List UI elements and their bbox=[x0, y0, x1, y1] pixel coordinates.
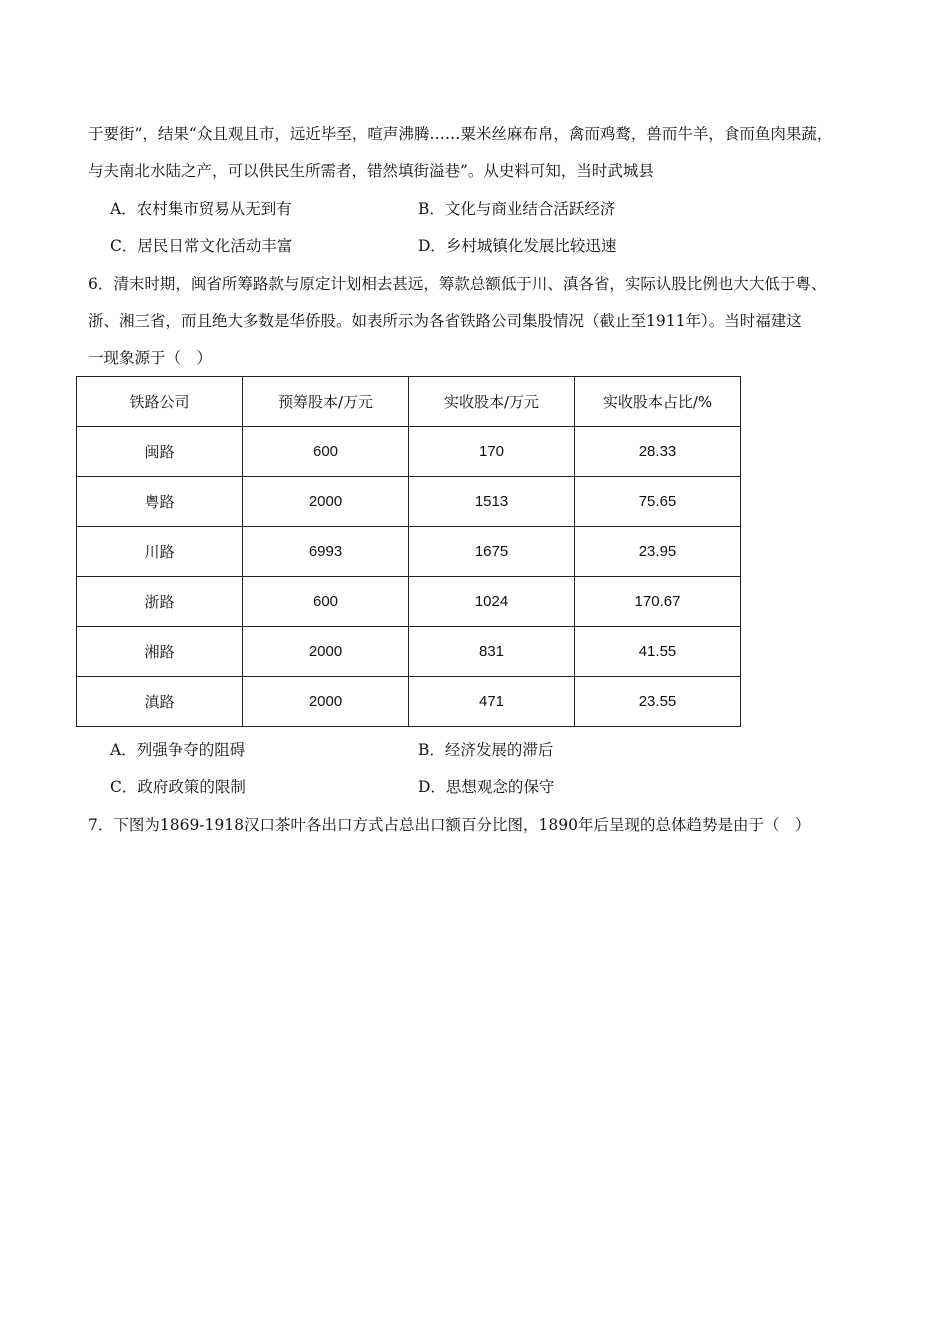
railway-shares-table bbox=[76, 376, 741, 727]
table-cell: 浙路 bbox=[77, 577, 243, 627]
table-cell: 1675 bbox=[409, 527, 575, 577]
table-row bbox=[77, 427, 741, 477]
table-row bbox=[77, 677, 741, 727]
q5-option-a[interactable]: A．农村集市贸易从无到有 bbox=[110, 200, 292, 218]
q6-option-c[interactable]: C．政府政策的限制 bbox=[110, 778, 246, 796]
table-cell: 川路 bbox=[77, 527, 243, 577]
table-cell: 600 bbox=[243, 427, 409, 477]
table-cell: 600 bbox=[243, 577, 409, 627]
table-header-cell: 铁路公司 bbox=[77, 377, 243, 427]
table-cell: 41.55 bbox=[575, 627, 741, 677]
table-cell: 1513 bbox=[409, 477, 575, 527]
table-cell: 闽路 bbox=[77, 427, 243, 477]
q5-text-line-1: 于要街”，结果“众且观且市，远近毕至，喧声沸腾……粟米丝麻布帛，禽而鸡鹜，兽而牛羊，食而鱼肉果蔬， bbox=[88, 125, 833, 143]
q6-text-line-2: 浙、湘三省，而且绝大多数是华侨股。如表所示为各省铁路公司集股情况（截止至1911年）。当时福建这 bbox=[88, 312, 802, 330]
q6-text-line-1: 6．清末时期，闽省所筹路款与原定计划相去甚远，筹款总额低于川、滇各省，实际认股比例也大大低于粤、 bbox=[88, 275, 827, 293]
q6-option-b[interactable]: B．经济发展的滞后 bbox=[418, 741, 554, 759]
q5-option-b[interactable]: B．文化与商业结合活跃经济 bbox=[418, 200, 616, 218]
table-cell: 471 bbox=[409, 677, 575, 727]
table-cell: 170.67 bbox=[575, 577, 741, 627]
table-cell: 2000 bbox=[243, 677, 409, 727]
q5-option-d[interactable]: D．乡村城镇化发展比较迅速 bbox=[418, 237, 617, 255]
table-cell: 6993 bbox=[243, 527, 409, 577]
table-cell: 75.65 bbox=[575, 477, 741, 527]
q7-text-line-1: 7．下图为1869-1918汉口茶叶各出口方式占总出口额百分比图，1890年后呈现的总体趋势是由于（ ） bbox=[88, 816, 811, 834]
table-cell: 170 bbox=[409, 427, 575, 477]
q5-option-c[interactable]: C．居民日常文化活动丰富 bbox=[110, 237, 293, 255]
table-cell: 23.55 bbox=[575, 677, 741, 727]
table-cell: 1024 bbox=[409, 577, 575, 627]
table-header-row bbox=[77, 377, 741, 427]
table-cell: 粤路 bbox=[77, 477, 243, 527]
q6-text-line-3: 一现象源于（ ） bbox=[88, 349, 213, 367]
table-cell: 831 bbox=[409, 627, 575, 677]
table-cell: 23.95 bbox=[575, 527, 741, 577]
table-row bbox=[77, 477, 741, 527]
q6-option-a[interactable]: A．列强争夺的阻碍 bbox=[110, 741, 246, 759]
table-cell: 滇路 bbox=[77, 677, 243, 727]
table-cell: 28.33 bbox=[575, 427, 741, 477]
table-cell: 2000 bbox=[243, 477, 409, 527]
table-header-cell: 实收股本占比/% bbox=[575, 377, 741, 427]
table-row bbox=[77, 627, 741, 677]
table-cell: 湘路 bbox=[77, 627, 243, 677]
table-header-cell: 预筹股本/万元 bbox=[243, 377, 409, 427]
table-cell: 2000 bbox=[243, 627, 409, 677]
table-row bbox=[77, 527, 741, 577]
q6-option-d[interactable]: D．思想观念的保守 bbox=[418, 778, 555, 796]
table-row bbox=[77, 577, 741, 627]
q5-text-line-2: 与夫南北水陆之产，可以供民生所需者，错然填街溢巷”。从史料可知，当时武城县 bbox=[88, 162, 654, 180]
table-header-cell: 实收股本/万元 bbox=[409, 377, 575, 427]
